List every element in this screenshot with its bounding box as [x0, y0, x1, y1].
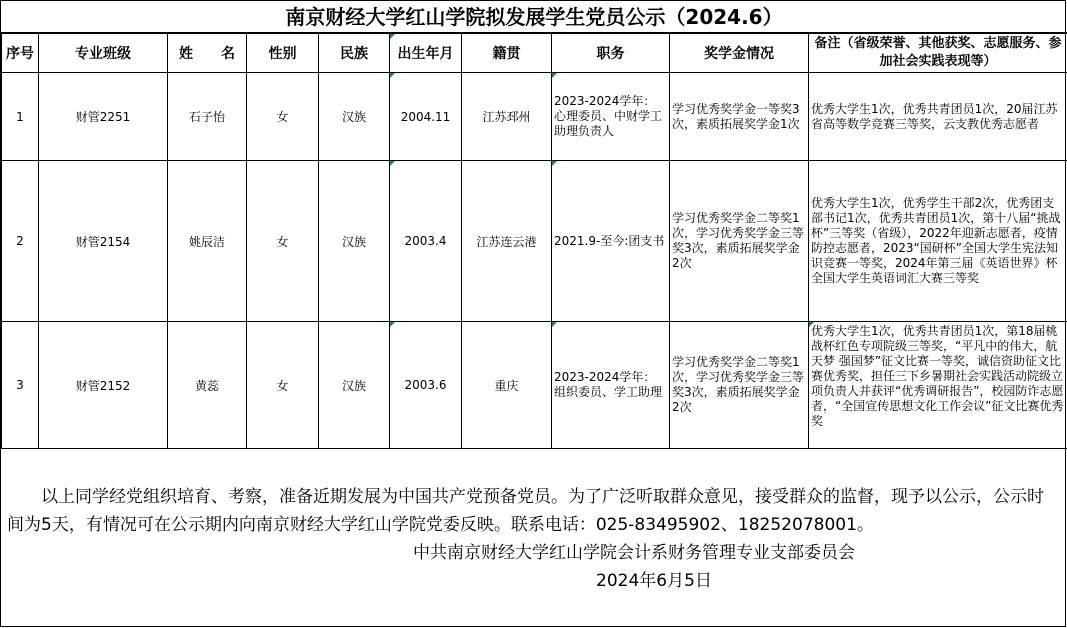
cell-name: 石子怡 — [168, 73, 247, 161]
cell-seq: 2 — [2, 161, 39, 322]
notice-date: 2024年6月5日 — [596, 571, 712, 591]
header-seq: 序号 — [2, 34, 39, 73]
notice-footer — [1, 449, 1067, 628]
cell-major-class: 财管2251 — [39, 73, 168, 161]
cell-origin: 重庆 — [462, 322, 552, 449]
cell-seq: 1 — [2, 73, 39, 161]
notice-paragraph: 以上同学经党组织培育、考察，准备近期发展为中国共产党预备党员。为了广泛听取群众意见，接受群众的监督，现予以公示，公示时间为5天，有情况可在公示期内向南京财经大学红山学院党委反映。联系电话：025-83495902、18252078001。 — [7, 487, 1044, 535]
cell-name: 姚辰洁 — [168, 161, 247, 322]
cell-gender: 女 — [247, 161, 319, 322]
cell-name: 黄蕊 — [168, 322, 247, 449]
cell-major-class: 财管2154 — [39, 161, 168, 322]
header-row — [2, 34, 1067, 73]
cell-ethnicity: 汉族 — [319, 161, 390, 322]
cell-birth: 2003.6 — [390, 322, 462, 449]
table-row — [2, 73, 1067, 161]
header-birth: 出生年月 — [390, 34, 462, 73]
table-row — [2, 322, 1067, 449]
cell-remarks: 优秀大学生1次，优秀共青团员1次，第18届桃战杯红色专项院级三等奖，“平凡中的伟大，航天梦 强国梦”征文比赛一等奖，诚信资助征文比赛优秀奖，担任三下乡暑期社会实践活动院级立项负责人并获评“优秀调研报告”，校园防诈志愿者，“全国宣传思想文化工作会议”征文比赛优秀奖 — [809, 322, 1067, 449]
cell-position: 2023-2024学年：心理委员、中财学工助理负责人 — [552, 73, 670, 161]
header-major-class: 专业班级 — [39, 34, 168, 73]
cell-origin: 江苏邳州 — [462, 73, 552, 161]
committee-signature: 中共南京财经大学红山学院会计系财务管理专业支部委员会 — [413, 543, 855, 563]
cell-seq: 3 — [2, 322, 39, 449]
header-gender: 性别 — [247, 34, 319, 73]
header-ethnicity: 民族 — [319, 34, 390, 73]
candidates-table — [1, 33, 1067, 449]
notice-title: 南京财经大学红山学院拟发展学生党员公示（2024.6） — [1, 1, 1067, 33]
header-scholarship: 奖学金情况 — [670, 34, 809, 73]
cell-remarks: 优秀大学生1次，优秀学生干部2次，优秀团支部书记1次，优秀共青团员1次，第十八届“挑战杯”三等奖（省级），2022年迎新志愿者，疫情防控志愿者，2023“国研杯”全国大学生宪法知识竞赛一等奖，2024年第三届《英语世界》杯全国大学生英语词汇大赛三等奖 — [809, 161, 1067, 322]
cell-remarks: 优秀大学生1次，优秀共青团员1次，20届江苏省高等数学竞赛三等奖，云支教优秀志愿者 — [809, 73, 1067, 161]
cell-major-class: 财管2152 — [39, 322, 168, 449]
cell-scholarship: 学习优秀奖学金二等奖1次，学习优秀奖学金三等奖3次，素质拓展奖学金2次 — [670, 322, 809, 449]
cell-ethnicity: 汉族 — [319, 322, 390, 449]
cell-gender: 女 — [247, 322, 319, 449]
header-position: 职务 — [552, 34, 670, 73]
cell-ethnicity: 汉族 — [319, 73, 390, 161]
cell-birth: 2004.11 — [390, 73, 462, 161]
header-remarks: 备注（省级荣誉、其他获奖、志愿服务、参加社会实践表现等） — [809, 34, 1067, 73]
cell-position: 2021.9-至今:团支书 — [552, 161, 670, 322]
cell-birth: 2003.4 — [390, 161, 462, 322]
cell-gender: 女 — [247, 73, 319, 161]
cell-scholarship: 学习优秀奖学金二等奖1次，学习优秀奖学金三等奖3次，素质拓展奖学金2次 — [670, 161, 809, 322]
header-origin: 籍贯 — [462, 34, 552, 73]
cell-position: 2023-2024学年：组织委员、学工助理 — [552, 322, 670, 449]
cell-scholarship: 学习优秀奖学金一等奖3次，素质拓展奖学金1次 — [670, 73, 809, 161]
table-row — [2, 161, 1067, 322]
header-name: 姓 名 — [168, 34, 247, 73]
cell-origin: 江苏连云港 — [462, 161, 552, 322]
